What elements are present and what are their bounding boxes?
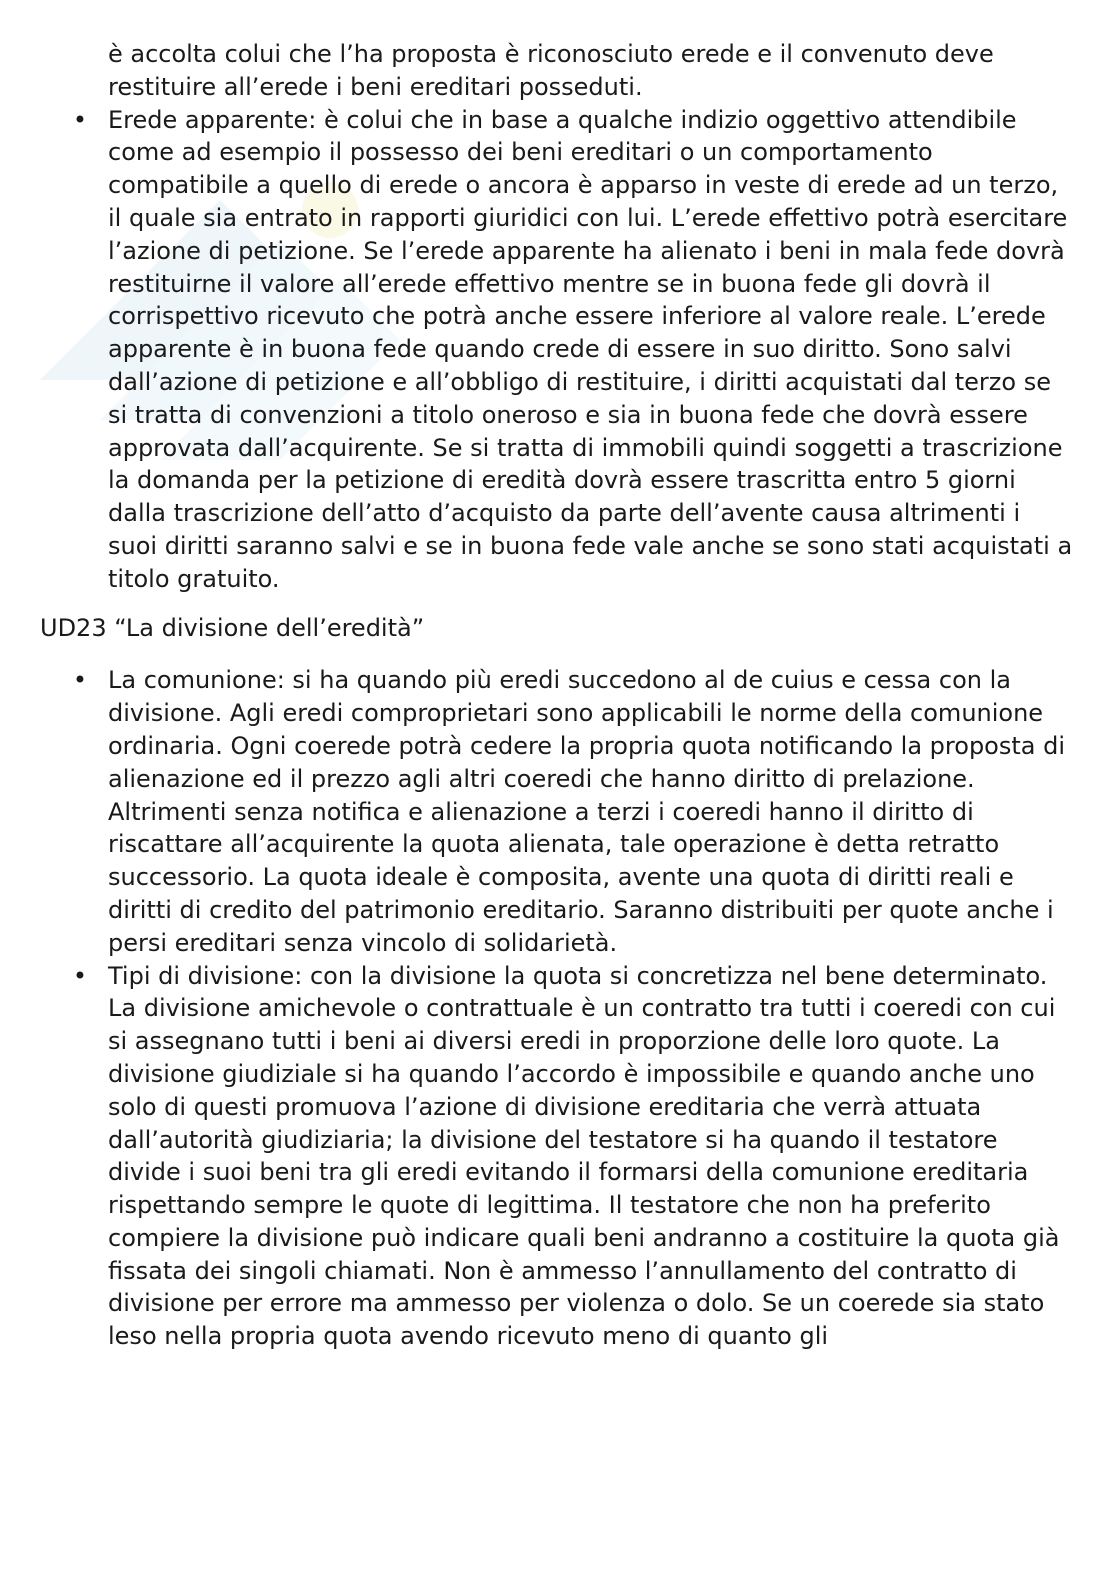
section-heading: UD23 “La divisione dell’eredità”: [40, 613, 425, 642]
list-item-text: Tipi di divisione: con la divisione la quota si concretizza nel bene determinato. La divisione amichevole o contrattuale è un contratto tra tutti i coeredi con cui si assegnano tutti i beni ai diversi eredi in proporzione delle loro quote. La divisione giudiziale si ha quando l’accordo è impossibile e quando anche uno solo di questi promuova l’azione di divisione ereditaria che verrà attuata dall’autorità giudiziaria; la divisione del testatore si ha quando il testatore divide i suoi beni tra gli eredi evitando il formarsi della comunione ereditaria rispettando sempre le quote di legittima. Il testatore che non ha preferito compiere la divisione può indicare quali beni andranno a costituire la quota già fissata dei singoli chiamati. Non è ammesso l’annullamento del contratto di divisione per errore ma ammesso per violenza o dolo. Se un coerede sia stato leso nella propria quota avendo ricevuto meno di quanto gli: [108, 961, 1060, 1351]
list-item: [72, 960, 1073, 1354]
first-bullet-list: [0, 104, 1116, 596]
bullet-icon: •: [72, 105, 88, 134]
list-item: [72, 664, 1073, 959]
continuation-paragraph: è accolta colui che l’ha proposta è riconosciuto erede e il convenuto deve restituire all’erede i beni ereditari posseduti.: [108, 40, 994, 101]
bullet-icon: •: [72, 666, 88, 695]
list-item-text: La comunione: si ha quando più eredi succedono al de cuius e cessa con la divisione. Agli eredi comproprietari sono applicabili le norme della comunione ordinaria. Ogni coerede potrà cedere la propria quota notificando la proposta di alienazione ed il prezzo agli altri coeredi che hanno diritto di prelazione. Altrimenti senza notifica e alienazione a terzi i coeredi hanno il diritto di riscattare all’acquirente la quota alienata, tale operazione è detta retratto successorio. La quota ideale è composita, avente una quota di diritti reali e diritti di credito del patrimonio ereditario. Saranno distribuiti per quote anche i persi ereditari senza vincolo di solidarietà.: [108, 666, 1066, 957]
list-item-text: Erede apparente: è colui che in base a qualche indizio oggettivo attendibile come ad esempio il possesso dei beni ereditari o un comportamento compatibile a quello di erede o ancora è apparso in veste di erede ad un terzo, il quale sia entrato in rapporti giuridici con lui. L’erede effettivo potrà esercitare l’azione di petizione. Se l’erede apparente ha alienato i beni in mala fede dovrà restituirne il valore all’erede effettivo mentre se in buona fede gli dovrà il corrispettivo ricevuto che potrà anche essere inferiore al valore reale. L’erede apparente è in buona fede quando crede di essere in suo diritto. Sono salvi dall’azione di petizione e all’obbligo di restituire, i diritti acquistati dal terzo se si tratta di convenzioni a titolo oneroso e sia in buona fede che dovrà essere approvata dall’acquirente. Se si tratta di immobili quindi soggetti a trascrizione la domanda per la petizione di eredità dovrà essere trascritta entro 5 giorni dalla trascrizione dell’atto d’acquisto da parte dell’avente causa altrimenti i suoi diritti saranno salvi e se in buona fede vale anche se sono stati acquistati a titolo gratuito.: [108, 105, 1073, 593]
list-item: [72, 104, 1073, 596]
second-bullet-list: [0, 664, 1116, 1353]
bullet-icon: •: [72, 961, 88, 990]
